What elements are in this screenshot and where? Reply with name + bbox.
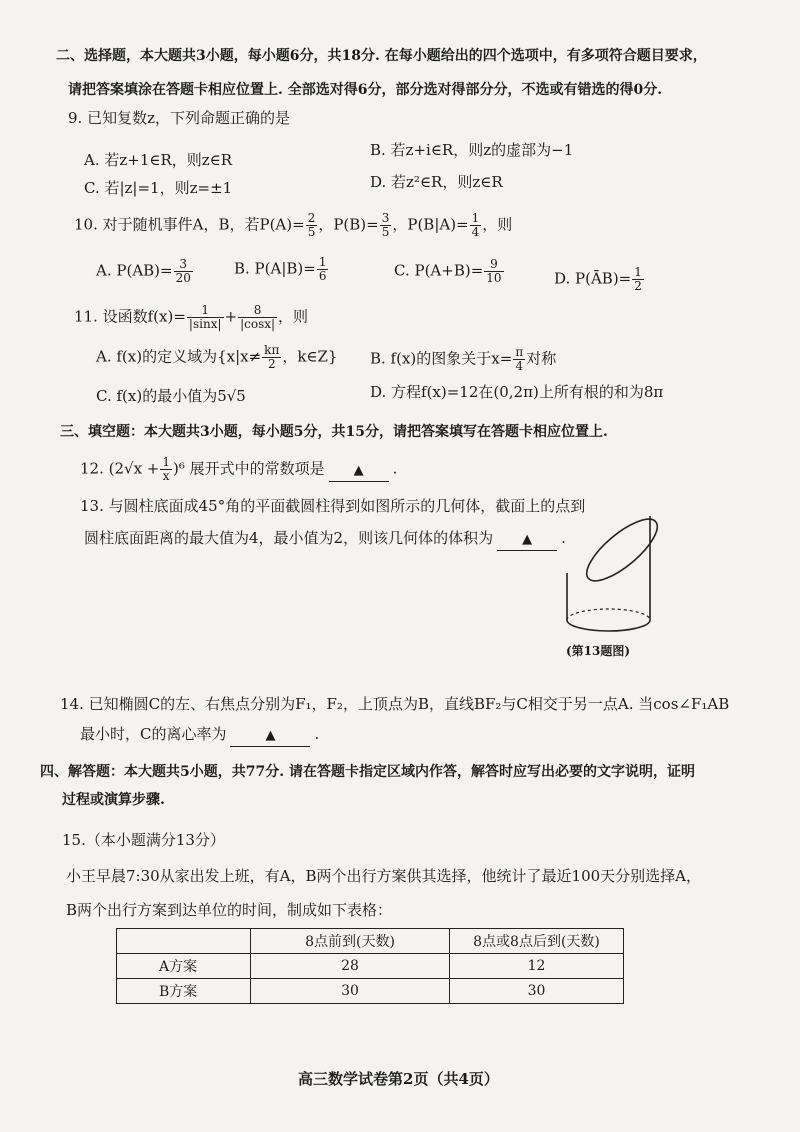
q13-line-2: 圆柱底面距离的最大值为4，最小值为2，则该几何体的体积为 ▲ . bbox=[84, 528, 566, 551]
q10-stem-text: 10. 对于随机事件A，B，若P(A)= bbox=[74, 215, 305, 234]
q10-option-b: B. P(A|B)= $\frac{1}{6}$ bbox=[234, 255, 327, 283]
q11-option-d: D. 方程f(x)=12在(0,2π)上所有根的和为8π bbox=[370, 383, 664, 401]
q12: 12. (2√x + $\frac{1}{x}$ )⁶ 展开式中的常数项是 ▲ . bbox=[80, 455, 398, 483]
section-4-heading: 四、解答题：本大题共5小题，共77分. 请在答题卡指定区域内作答，解答时应写出必要的文字说明，证明 bbox=[40, 764, 695, 780]
table-header-row bbox=[117, 929, 624, 954]
fraction: $\frac{3}{5}$ bbox=[381, 211, 390, 239]
cut-cylinder-figure bbox=[560, 498, 670, 638]
cut-ellipse bbox=[578, 509, 666, 590]
q10-option-a: A. P(AB)= $\frac{3}{20}$ bbox=[96, 257, 191, 285]
table-cell: 12 bbox=[450, 954, 624, 979]
base-back-arc bbox=[567, 609, 650, 620]
q9-option-a: A. 若z+1∈R，则z∈R bbox=[84, 151, 233, 169]
q14-line-2: 最小时，C的离心率为 ▲ . bbox=[80, 724, 319, 747]
table-row bbox=[117, 954, 624, 979]
figure-caption: (第13题图) bbox=[566, 644, 631, 658]
table-header-cell bbox=[117, 929, 251, 954]
q11-option-b: B. f(x)的图象关于x= $\frac{\pi}{4}$ 对称 bbox=[370, 345, 557, 373]
q14-line-1: 14. 已知椭圆C的左、右焦点分别为F₁，F₂，上顶点为B，直线BF₂与C相交于另一点A. 当cos∠F₁AB bbox=[60, 695, 730, 713]
q9-option-c: C. 若|z|=1，则z=±1 bbox=[84, 179, 233, 197]
table-cell: B方案 bbox=[117, 979, 251, 1004]
q15-body-2: B两个出行方案到达单位的时间，制成如下表格： bbox=[66, 901, 393, 919]
q15-data-table bbox=[116, 928, 624, 1004]
q15-title: 15.（本小题满分13分） bbox=[62, 831, 225, 849]
q9-option-d: D. 若z²∈R，则z∈R bbox=[370, 173, 503, 191]
section-3-heading: 三、填空题：本大题共3小题，每小题5分，共15分，请把答案填写在答题卡相应位置上. bbox=[60, 424, 608, 440]
section-2-heading-cont: 请把答案填涂在答题卡相应位置上. 全部选对得6分，部分选对得部分分，不选或有错选的得0分. bbox=[68, 82, 663, 98]
table-row bbox=[117, 979, 624, 1004]
answer-blank: ▲ bbox=[230, 726, 310, 747]
table-cell: 30 bbox=[450, 979, 624, 1004]
section-4-heading-cont: 过程或演算步骤. bbox=[62, 792, 165, 808]
fraction: $\frac{2}{5}$ bbox=[307, 211, 316, 239]
answer-blank: ▲ bbox=[497, 530, 557, 551]
q9-option-b: B. 若z+i∈R，则z的虚部为−1 bbox=[370, 141, 574, 159]
table-header-cell: 8点或8点后到(天数) bbox=[450, 929, 624, 954]
q15-body-1: 小王早晨7:30从家出发上班，有A，B两个出行方案供其选择，他统计了最近100天分别选择A， bbox=[66, 867, 702, 885]
fraction: $\frac{1}{4}$ bbox=[471, 211, 480, 239]
table-cell: 30 bbox=[251, 979, 450, 1004]
q13-line-1: 13. 与圆柱底面成45°角的平面截圆柱得到如图所示的几何体，截面上的点到 bbox=[80, 497, 586, 515]
q10-option-d: D. P(ĀB)= $\frac{1}{2}$ bbox=[554, 265, 642, 293]
table-cell: 28 bbox=[251, 954, 450, 979]
base-front-arc bbox=[567, 620, 650, 631]
table-header-cell: 8点前到(天数) bbox=[251, 929, 450, 954]
answer-blank: ▲ bbox=[329, 461, 389, 482]
q11-option-a: A. f(x)的定义域为{x|x≠ $\frac{k\pi}{2}$ ，k∈Z} bbox=[96, 343, 338, 371]
q10-stem: 10. 对于随机事件A，B，若P(A)= $\frac{2}{5}$ ，P(B)= $\frac{3}{5}$ ，P(B|A)= $\frac{1}{4}$ ，则 bbox=[74, 211, 513, 239]
q10-option-c: C. P(A+B)= $\frac{9}{10}$ bbox=[394, 257, 502, 285]
q9-stem: 9. 已知复数z，下列命题正确的是 bbox=[68, 109, 290, 127]
q11-option-c: C. f(x)的最小值为5√5 bbox=[96, 387, 246, 405]
section-2-heading: 二、选择题，本大题共3小题，每小题6分，共18分. 在每小题给出的四个选项中，有多项符合题目要求， bbox=[56, 48, 707, 64]
table-cell: A方案 bbox=[117, 954, 251, 979]
page-footer: 高三数学试卷第2页（共4页） bbox=[298, 1070, 499, 1088]
q11-stem: 11. 设函数f(x)= $\frac{1}{|\sin x|}$ + $\frac{8}{|\cos x|}$ ，则 bbox=[74, 303, 309, 331]
